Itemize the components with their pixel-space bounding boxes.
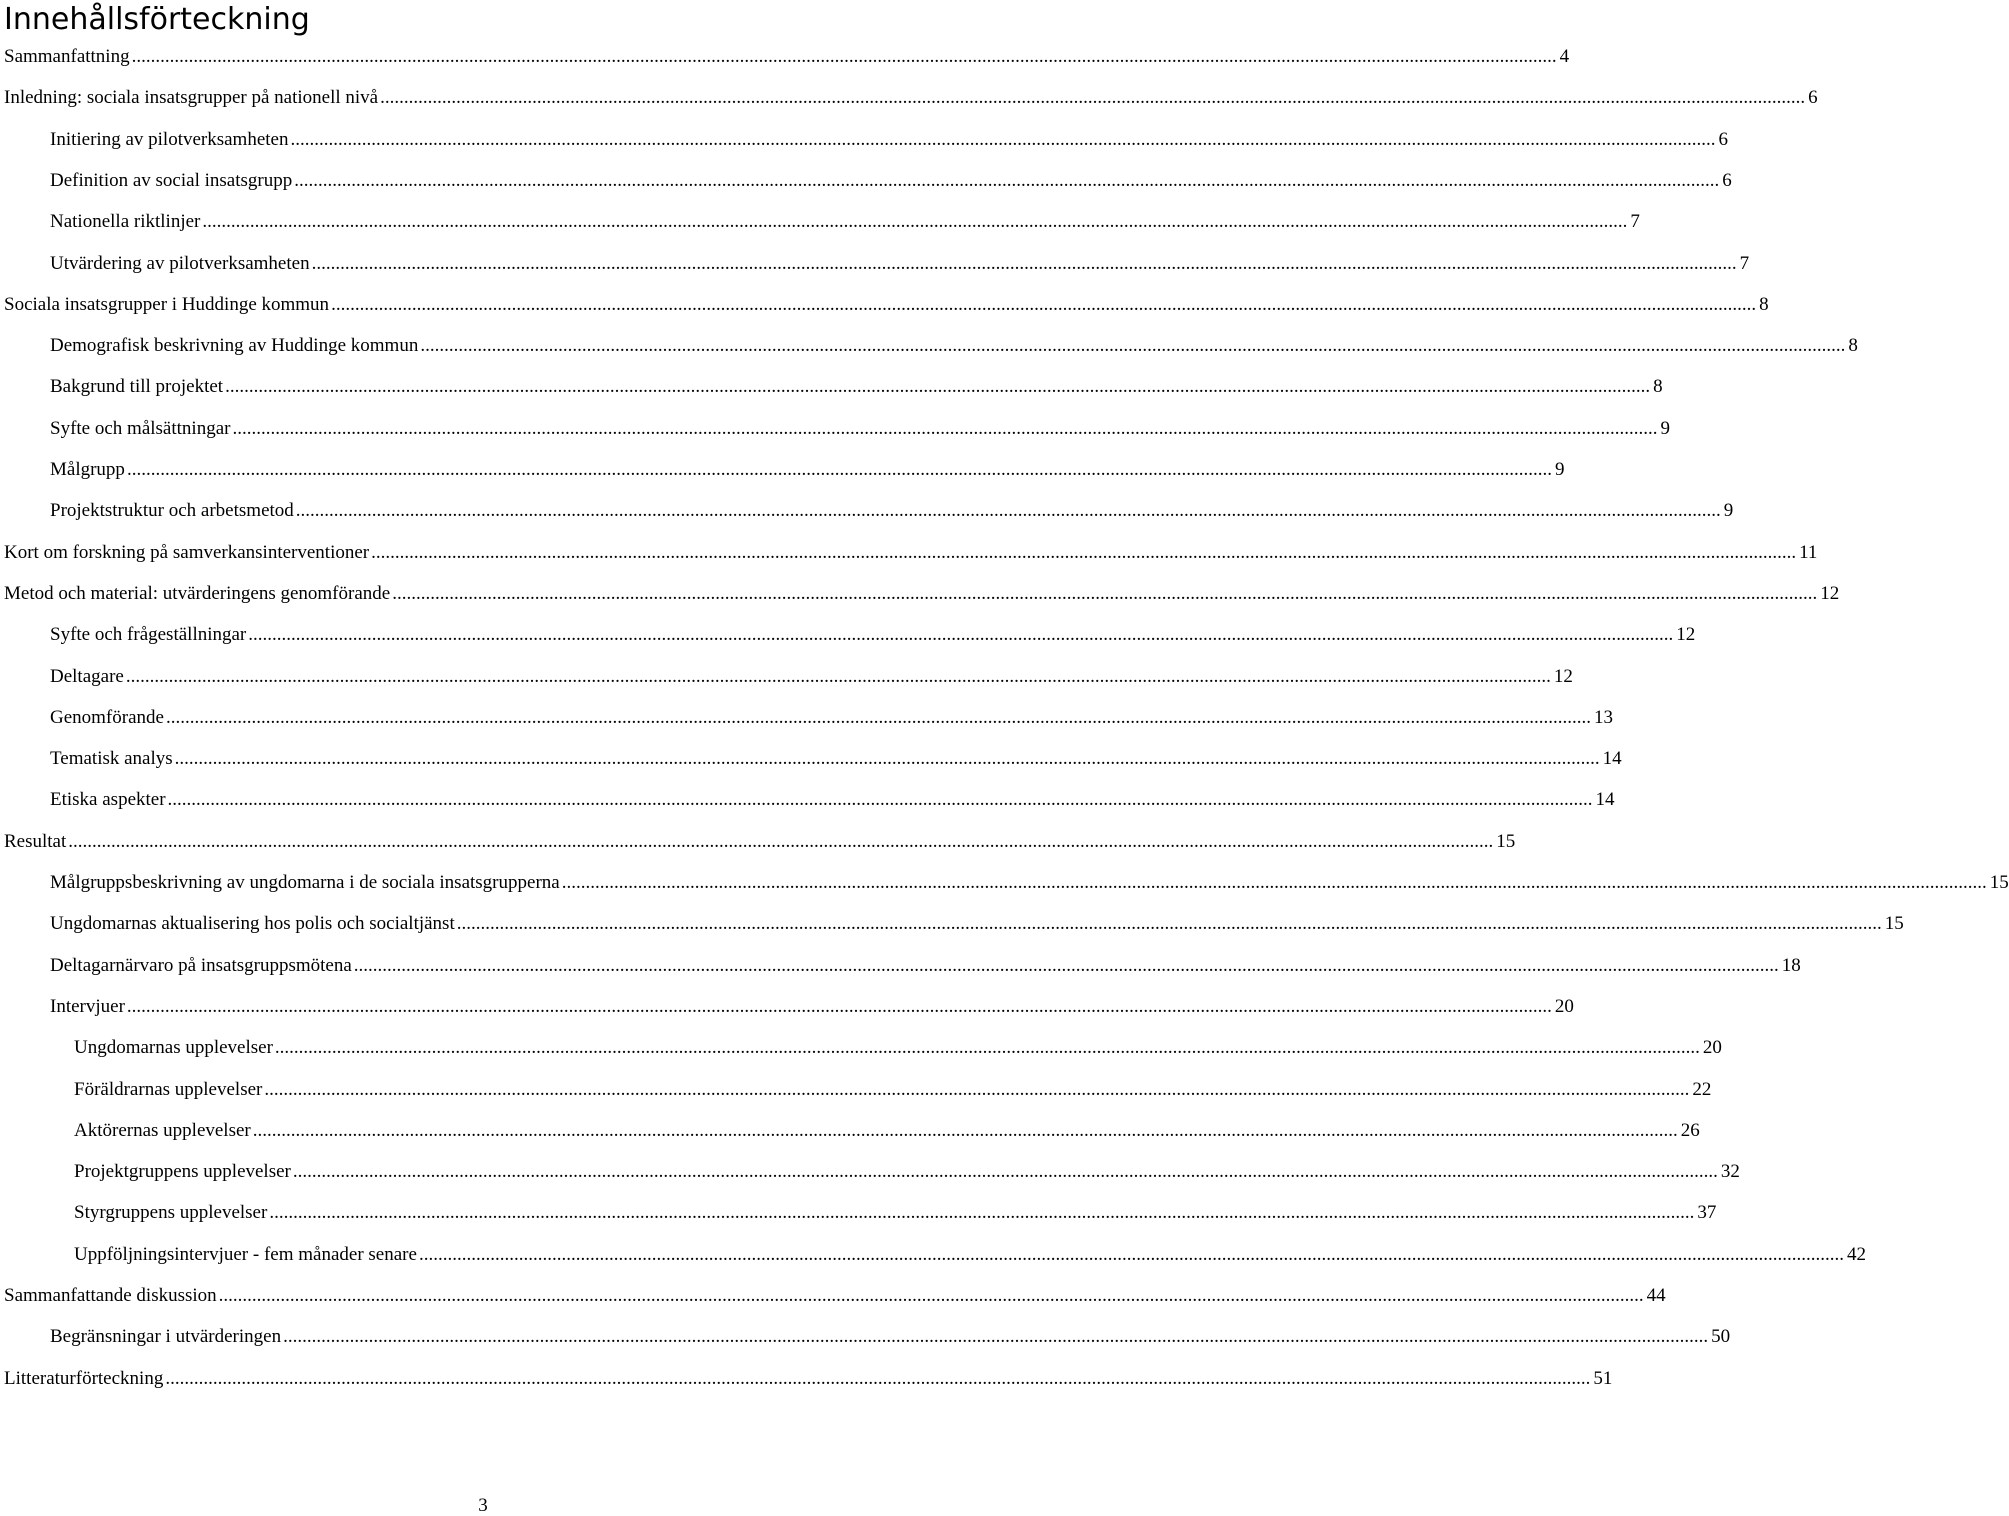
toc-dot-leader: ............................................................................................................................................................................................................................................................................................................	[202, 211, 1628, 232]
toc-entry-title: Begränsningar i utvärderingen	[50, 1326, 282, 1347]
toc-dot-leader: ............................................................................................................................................................................................................................................................................................................	[167, 789, 1593, 810]
toc-entry[interactable]	[50, 705, 1613, 731]
toc-entry[interactable]	[50, 457, 1565, 483]
toc-dot-leader: ............................................................................................................................................................................................................................................................................................................	[295, 500, 1721, 521]
toc-entry-page: 9	[1723, 500, 1734, 521]
toc-dot-leader: ............................................................................................................................................................................................................................................................................................................	[174, 748, 1600, 769]
toc-entry[interactable]	[50, 127, 1728, 153]
toc-dot-leader: ............................................................................................................................................................................................................................................................................................................	[165, 707, 1591, 728]
toc-entry-title: Aktörernas upplevelser	[74, 1120, 251, 1141]
toc-entry-page: 18	[1781, 955, 1801, 976]
toc-entry-page: 12	[1820, 583, 1840, 604]
toc-entry-page: 9	[1554, 459, 1565, 480]
toc-entry-page: 6	[1808, 87, 1818, 108]
toc-heading: Innehållsförteckning	[4, 2, 310, 37]
toc-entry-page: 20	[1554, 996, 1574, 1017]
toc-entry-page: 37	[1697, 1202, 1717, 1223]
toc-entry-title: Ungdomarnas aktualisering hos polis och socialtjänst	[50, 913, 455, 934]
toc-entry-title: Syfte och frågeställningar	[50, 624, 247, 645]
toc-entry-page: 14	[1595, 789, 1615, 810]
toc-entry-page: 6	[1718, 129, 1728, 150]
toc-entry-page: 8	[1848, 335, 1858, 356]
toc-dot-leader: ............................................................................................................................................................................................................................................................................................................	[232, 418, 1658, 439]
toc-entry[interactable]	[50, 209, 1640, 235]
toc-dot-leader: ............................................................................................................................................................................................................................................................................................................	[380, 87, 1806, 108]
toc-entry[interactable]	[74, 1242, 1866, 1268]
toc-entry-title: Målgrupp	[50, 459, 125, 480]
toc-entry-title: Resultat	[4, 831, 67, 852]
toc-entry-page: 8	[1759, 294, 1769, 315]
toc-entry-page: 15	[1884, 913, 1904, 934]
toc-entry[interactable]	[4, 540, 1818, 566]
toc-entry[interactable]	[4, 1283, 1666, 1309]
toc-entry[interactable]	[50, 911, 1904, 937]
toc-entry-title: Bakgrund till projektet	[50, 376, 224, 397]
toc-entry-title: Genomförande	[50, 707, 164, 728]
toc-entry[interactable]	[50, 994, 1574, 1020]
toc-entry-page: 9	[1660, 418, 1670, 439]
toc-dot-leader: ............................................................................................................................................................................................................................................................................................................	[126, 996, 1552, 1017]
toc-dot-leader: ............................................................................................................................................................................................................................................................................................................	[131, 46, 1557, 67]
toc-entry-page: 13	[1593, 707, 1613, 728]
toc-entry-page: 32	[1720, 1161, 1740, 1182]
toc-dot-leader: ............................................................................................................................................................................................................................................................................................................	[456, 913, 1882, 934]
toc-entry[interactable]	[50, 787, 1615, 813]
toc-dot-leader: ............................................................................................................................................................................................................................................................................................................	[353, 955, 1779, 976]
toc-dot-leader: ............................................................................................................................................................................................................................................................................................................	[225, 376, 1651, 397]
page-number: 3	[478, 1495, 488, 1516]
toc-entry-page: 42	[1846, 1244, 1866, 1265]
toc-entry-title: Sociala insatsgrupper i Huddinge kommun	[4, 294, 330, 315]
toc-dot-leader: ............................................................................................................................................................................................................................................................................................................	[248, 624, 1674, 645]
toc-dot-leader: ............................................................................................................................................................................................................................................................................................................	[292, 1161, 1718, 1182]
toc-entry[interactable]	[50, 498, 1734, 524]
toc-entry-title: Etiska aspekter	[50, 789, 166, 810]
toc-entry[interactable]	[50, 416, 1670, 442]
toc-entry-title: Målgruppsbeskrivning av ungdomarna i de sociala insatsgrupperna	[50, 872, 560, 893]
toc-entry-title: Tematisk analys	[50, 748, 173, 769]
toc-entry[interactable]	[4, 85, 1818, 111]
toc-dot-leader: ............................................................................................................................................................................................................................................................................................................	[269, 1202, 1695, 1223]
toc-entry-title: Initiering av pilotverksamheten	[50, 129, 289, 150]
toc-dot-leader: ............................................................................................................................................................................................................................................................................................................	[418, 1244, 1844, 1265]
toc-dot-leader: ............................................................................................................................................................................................................................................................................................................	[126, 459, 1552, 480]
toc-entry[interactable]	[74, 1118, 1700, 1144]
toc-dot-leader: ............................................................................................................................................................................................................................................................................................................	[125, 666, 1551, 687]
toc-entry-page: 8	[1653, 376, 1663, 397]
toc-entry[interactable]	[50, 664, 1573, 690]
toc-entry[interactable]	[74, 1077, 1712, 1103]
toc-entry-title: Metod och material: utvärderingens genomförande	[4, 583, 391, 604]
toc-dot-leader: ............................................................................................................................................................................................................................................................................................................	[290, 129, 1716, 150]
toc-entry-page: 6	[1722, 170, 1732, 191]
toc-entry[interactable]	[74, 1200, 1717, 1226]
toc-entry-title: Föräldrarnas upplevelser	[74, 1079, 263, 1100]
toc-entry[interactable]	[50, 622, 1696, 648]
toc-entry[interactable]	[50, 168, 1732, 194]
toc-entry-page: 12	[1676, 624, 1696, 645]
toc-entry-title: Sammanfattande diskussion	[4, 1285, 217, 1306]
toc-dot-leader: ............................................................................................................................................................................................................................................................................................................	[283, 1326, 1709, 1347]
toc-entry-title: Projektstruktur och arbetsmetod	[50, 500, 294, 521]
toc-entry-title: Definition av social insatsgrupp	[50, 170, 293, 191]
toc-dot-leader: ............................................................................................................................................................................................................................................................................................................	[561, 872, 1987, 893]
toc-entry-title: Styrgruppens upplevelser	[74, 1202, 268, 1223]
toc-dot-leader: ............................................................................................................................................................................................................................................................................................................	[331, 294, 1757, 315]
toc-entry-page: 26	[1680, 1120, 1700, 1141]
toc-entry-page: 22	[1692, 1079, 1712, 1100]
toc-entry-page: 12	[1553, 666, 1573, 687]
toc-dot-leader: ............................................................................................................................................................................................................................................................................................................	[392, 583, 1818, 604]
toc-entry[interactable]	[50, 953, 1801, 979]
toc-entry-page: 20	[1702, 1037, 1722, 1058]
toc-dot-leader: ............................................................................................................................................................................................................................................................................................................	[294, 170, 1720, 191]
toc-entry-title: Nationella riktlinjer	[50, 211, 201, 232]
toc-entry-title: Deltagare	[50, 666, 124, 687]
toc-entry-title: Kort om forskning på samverkansinterventioner	[4, 542, 370, 563]
toc-entry[interactable]	[4, 44, 1570, 70]
toc-entry-page: 11	[1799, 542, 1818, 563]
toc-entry-title: Ungdomarnas upplevelser	[74, 1037, 273, 1058]
toc-entry[interactable]	[74, 1035, 1722, 1061]
toc-entry[interactable]	[50, 333, 1858, 359]
toc-dot-leader: ............................................................................................................................................................................................................................................................................................................	[264, 1079, 1690, 1100]
toc-entry-page: 4	[1559, 46, 1570, 67]
toc-entry[interactable]	[50, 374, 1663, 400]
toc-entry-page: 51	[1593, 1368, 1613, 1389]
toc-entry-title: Syfte och målsättningar	[50, 418, 231, 439]
toc-entry[interactable]	[50, 1324, 1731, 1350]
toc-entry[interactable]	[4, 1366, 1613, 1392]
toc-entry[interactable]	[4, 581, 1840, 607]
toc-entry-page: 7	[1630, 211, 1640, 232]
toc-entry-title: Intervjuer	[50, 996, 125, 1017]
toc-entry-page: 44	[1646, 1285, 1666, 1306]
toc-dot-leader: ............................................................................................................................................................................................................................................................................................................	[420, 335, 1846, 356]
toc-entry-page: 7	[1739, 253, 1750, 274]
toc-entry[interactable]	[74, 1159, 1740, 1185]
toc-entry-title: Projektgruppens upplevelser	[74, 1161, 291, 1182]
toc-entry-title: Demografisk beskrivning av Huddinge kommun	[50, 335, 419, 356]
toc-dot-leader: ............................................................................................................................................................................................................................................................................................................	[218, 1285, 1644, 1306]
toc-dot-leader: ............................................................................................................................................................................................................................................................................................................	[165, 1368, 1591, 1389]
toc-entry[interactable]	[50, 870, 2009, 896]
toc-entry-page: 50	[1711, 1326, 1731, 1347]
toc-dot-leader: ............................................................................................................................................................................................................................................................................................................	[252, 1120, 1678, 1141]
toc-entry-title: Litteraturförteckning	[4, 1368, 164, 1389]
toc-entry[interactable]	[4, 292, 1769, 318]
toc-entry[interactable]	[50, 746, 1622, 772]
toc-entry-title: Inledning: sociala insatsgrupper på nationell nivå	[4, 87, 379, 108]
toc-entry-page: 15	[1989, 872, 2009, 893]
toc-entry-page: 15	[1496, 831, 1516, 852]
toc-dot-leader: ............................................................................................................................................................................................................................................................................................................	[68, 831, 1494, 852]
toc-entry-title: Utvärdering av pilotverksamheten	[50, 253, 310, 274]
toc-entry-title: Deltagarnärvaro på insatsgruppsmötena	[50, 955, 352, 976]
toc-entry-title: Uppföljningsintervjuer - fem månader senare	[74, 1244, 417, 1265]
toc-entry-title: Sammanfattning	[4, 46, 130, 67]
toc-dot-leader: ............................................................................................................................................................................................................................................................................................................	[311, 253, 1737, 274]
toc-entry[interactable]	[50, 251, 1750, 277]
toc-dot-leader: ............................................................................................................................................................................................................................................................................................................	[371, 542, 1797, 563]
toc-entry-page: 14	[1602, 748, 1622, 769]
toc-entry[interactable]	[4, 829, 1516, 855]
toc-dot-leader: ............................................................................................................................................................................................................................................................................................................	[274, 1037, 1700, 1058]
